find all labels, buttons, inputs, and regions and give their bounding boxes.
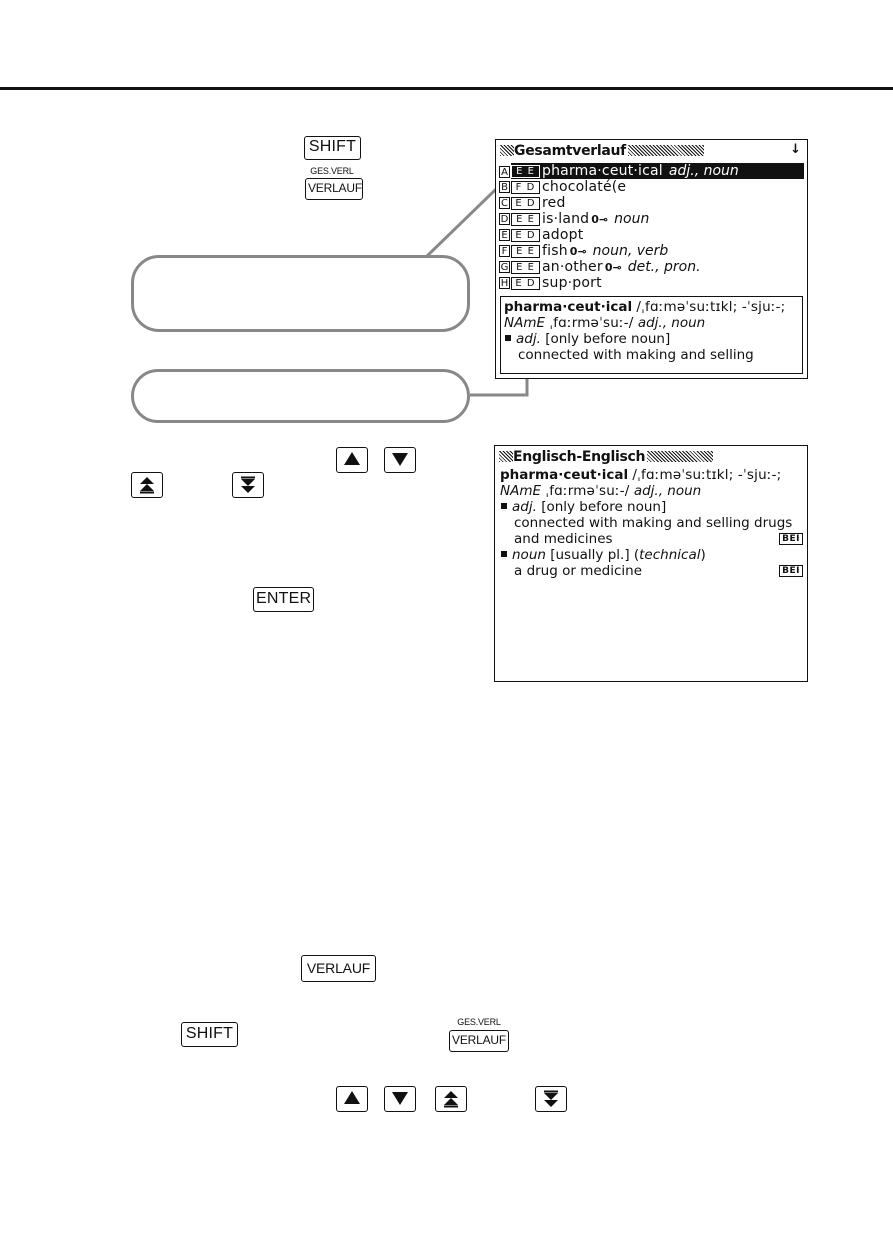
- entry-name-label: NAmE: [500, 483, 542, 499]
- entry-pos: adj., noun: [633, 483, 702, 499]
- page-up-icon: [138, 476, 156, 494]
- screen-history-title-bar: [500, 143, 801, 157]
- dict-badge: E E: [511, 213, 540, 226]
- headword: an·other: [542, 259, 603, 275]
- preview-line-3: [504, 331, 799, 347]
- enter-key[interactable]: ENTER: [253, 587, 314, 612]
- bullet-icon: [505, 335, 511, 341]
- sense-2-gram-a: [usually pl.] (: [550, 547, 640, 563]
- entry-pron-1: /ˌfɑːməˈsuːtɪkl; -ˈsjuː-;: [632, 467, 782, 483]
- history-row[interactable]: [499, 259, 804, 275]
- page-down-icon: [239, 476, 257, 494]
- verlauf-key[interactable]: VERLAUF: [305, 178, 363, 200]
- preview-pos: adj., noun: [637, 315, 706, 331]
- preview-headword: pharma·ceut·ical: [504, 299, 633, 315]
- sense-1-pos: adj.: [512, 499, 537, 515]
- dict-badge: E E: [511, 165, 540, 178]
- sense-2-pos: noun: [512, 547, 546, 563]
- entry-line-1: [500, 467, 803, 483]
- page-up-icon: [442, 1090, 460, 1108]
- preview-pron-2: ˌfɑːrməˈsuː-/: [549, 315, 634, 331]
- headword: adopt: [542, 227, 584, 243]
- key-word-icon: 0⊸: [604, 261, 622, 274]
- screen-dictionary-title: Englisch-Englisch: [513, 449, 646, 465]
- headword: is·land: [542, 211, 590, 227]
- dict-badge: E D: [511, 197, 540, 210]
- triangle-down-icon: [391, 1090, 409, 1106]
- verlauf-key[interactable]: VERLAUF: [301, 955, 376, 982]
- row-letter: F: [499, 245, 510, 257]
- dict-badge: E E: [511, 245, 540, 258]
- title-hatch-left: [500, 145, 514, 156]
- preview-sense-def: connected with making and selling: [518, 347, 754, 363]
- entry-preview-pane: [500, 296, 803, 374]
- ges-verl-key-label: GES.VERL: [457, 1017, 501, 1027]
- sense-2-def: a drug or medicine: [514, 563, 643, 579]
- title-hatch-left: [499, 451, 513, 462]
- triangle-up-icon: [343, 451, 361, 467]
- preview-line-2: [504, 315, 799, 331]
- headword: sup·port: [542, 275, 602, 291]
- preview-sense-pos: adj.: [516, 331, 541, 347]
- row-letter-a: A: [499, 164, 511, 180]
- bei-badge[interactable]: BEI: [779, 533, 803, 545]
- down-key[interactable]: [384, 447, 416, 473]
- down-key[interactable]: [384, 1086, 416, 1112]
- screen-history-title: Gesamtverlauf: [514, 143, 626, 159]
- row-letter: C: [499, 197, 510, 209]
- part-of-speech: adj., noun: [668, 163, 739, 179]
- headword: fish: [542, 243, 568, 259]
- sense-1-gram: [only before noun]: [541, 499, 667, 515]
- sense-2-gram-italic: technical: [639, 547, 701, 563]
- preview-name-label: NAmE: [504, 315, 546, 331]
- triangle-down-icon: [391, 451, 409, 467]
- up-key[interactable]: [336, 1086, 368, 1112]
- history-row[interactable]: [499, 275, 804, 291]
- preview-sense-gram: [only before noun]: [545, 331, 671, 347]
- dict-badge: E D: [511, 229, 540, 242]
- row-letter: D: [500, 214, 509, 225]
- bei-badge[interactable]: BEI: [779, 565, 803, 577]
- entry-pron-2: ˌfɑːrməˈsuː-/: [545, 483, 630, 499]
- headword: pharma·ceut·ical: [542, 163, 663, 179]
- shift-key[interactable]: SHIFT: [304, 136, 361, 160]
- part-of-speech: det., pron.: [627, 259, 701, 275]
- entry-headword: pharma·ceut·ical: [500, 467, 629, 483]
- entry-sense-2-def: [500, 563, 803, 579]
- page-down-key[interactable]: [232, 472, 264, 498]
- scroll-down-indicator: ↓: [790, 142, 801, 157]
- entry-sense-2-head: [500, 547, 803, 563]
- sense-2-gram-b: ): [700, 547, 706, 563]
- title-hatch-right: [628, 145, 704, 156]
- history-row[interactable]: [499, 195, 804, 211]
- dict-badge: E D: [511, 277, 540, 290]
- dictionary-entry: [500, 467, 803, 579]
- triangle-up-icon: [343, 1090, 361, 1106]
- part-of-speech: noun: [614, 211, 650, 227]
- title-hatch-right: [647, 451, 713, 462]
- preview-line-4: [504, 347, 799, 363]
- bullet-icon: [501, 551, 507, 557]
- ges-verl-key-label: GES.VERL: [310, 166, 354, 176]
- dict-badge: E E: [511, 261, 540, 274]
- sense-1-def-a: connected with making and selling drugs: [514, 515, 793, 531]
- screen-dictionary-title-bar: [499, 449, 801, 463]
- sense-1-def-b: and medicines: [514, 531, 613, 547]
- preview-pron-1: /ˌfɑːməˈsuːtɪkl; -ˈsjuː-;: [636, 299, 786, 315]
- dict-badge: F D: [511, 181, 540, 194]
- history-row[interactable]: [499, 227, 804, 243]
- headword: red: [542, 195, 566, 211]
- history-row[interactable]: [499, 211, 804, 227]
- page-up-key[interactable]: [131, 472, 163, 498]
- entry-sense-1-def-b: [500, 531, 803, 547]
- page-down-key[interactable]: [535, 1086, 567, 1112]
- page-down-icon: [542, 1090, 560, 1108]
- row-letter: G: [500, 262, 509, 273]
- shift-key[interactable]: SHIFT: [181, 1022, 238, 1047]
- part-of-speech: noun, verb: [592, 243, 669, 259]
- history-row[interactable]: [499, 243, 804, 259]
- key-word-icon: 0⊸: [569, 245, 587, 258]
- row-letter: E: [499, 229, 510, 241]
- page-up-key[interactable]: [435, 1086, 467, 1112]
- up-key[interactable]: [336, 447, 368, 473]
- row-letter: H: [500, 278, 509, 289]
- history-row[interactable]: [511, 163, 804, 179]
- history-row[interactable]: [499, 179, 804, 195]
- headword: chocolaté(e: [542, 179, 627, 195]
- entry-sense-1-head: [500, 499, 803, 515]
- preview-line-1: [504, 299, 799, 315]
- screen-history: [495, 139, 808, 379]
- bullet-icon: [501, 503, 507, 509]
- entry-sense-1-def-a: [500, 515, 803, 531]
- row-letter: B: [499, 181, 510, 193]
- entry-line-2: [500, 483, 803, 499]
- screen-dictionary: [494, 445, 808, 682]
- key-word-icon: 0⊸: [591, 213, 609, 226]
- verlauf-key[interactable]: VERLAUF: [449, 1030, 509, 1052]
